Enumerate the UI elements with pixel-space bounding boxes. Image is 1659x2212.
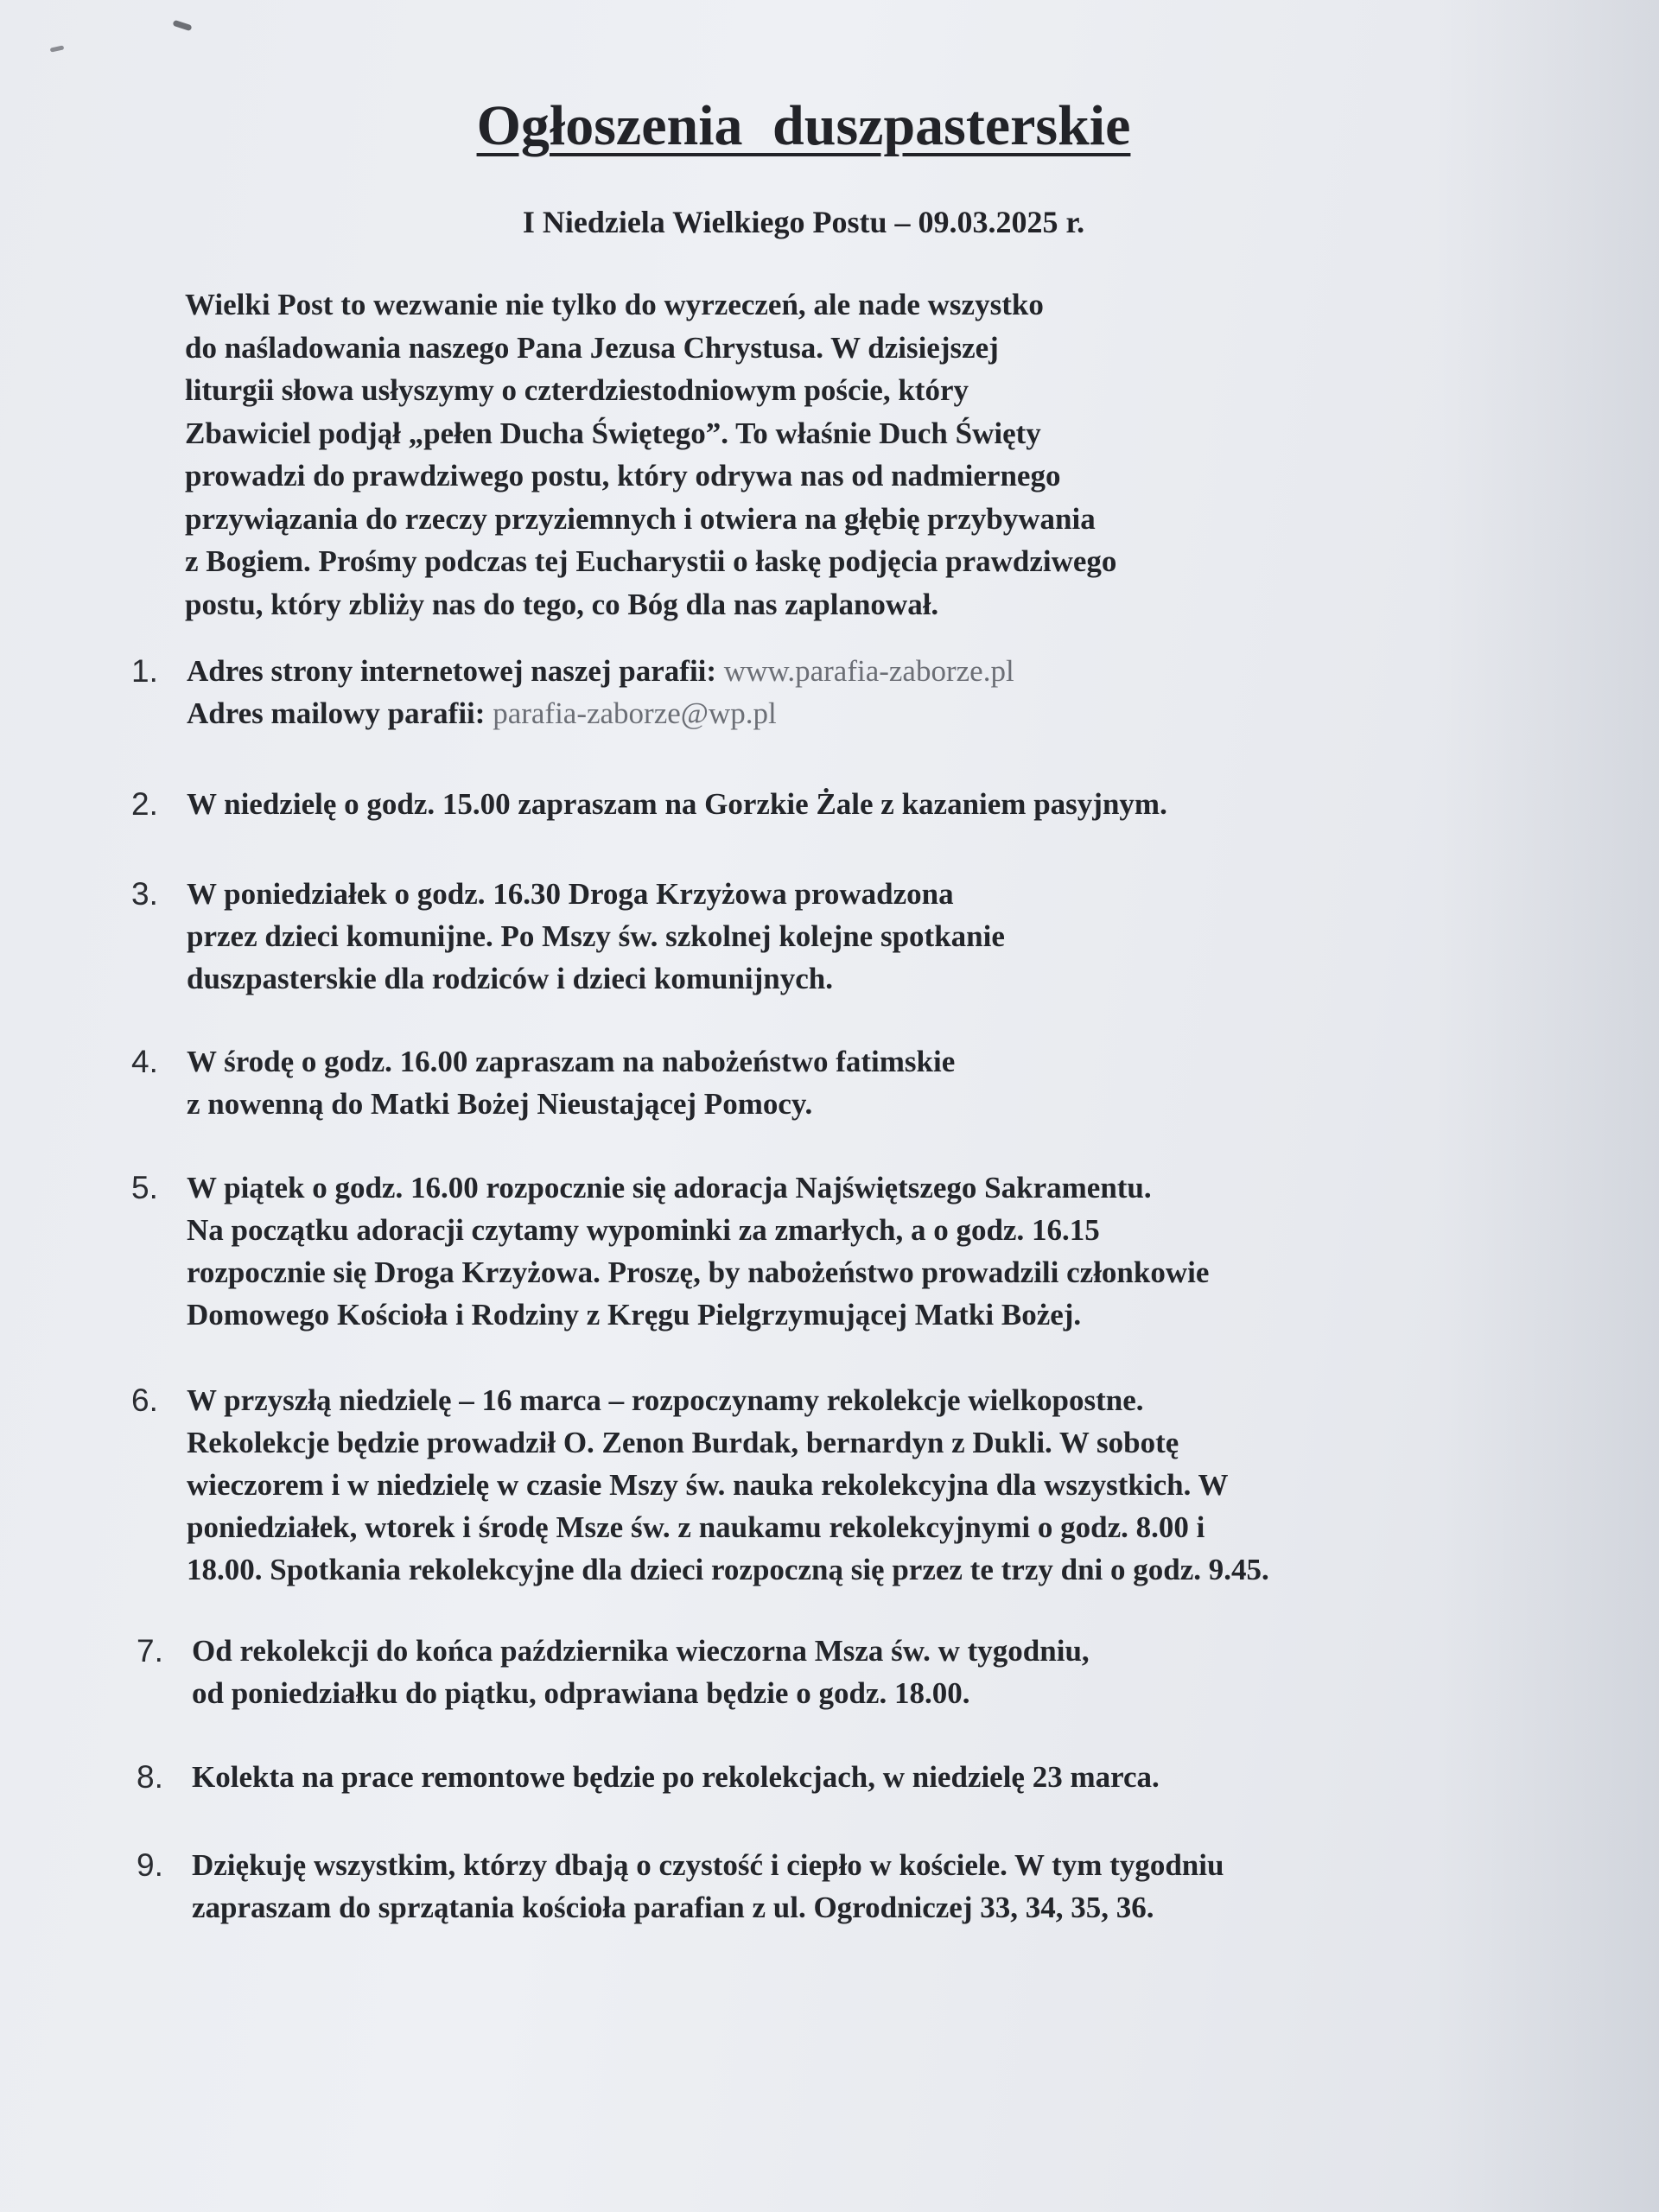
item-text [187,873,1005,1000]
item-line: Od rekolekcji do końca października wieczorna Msza św. w tygodniu, [192,1634,1090,1668]
item-number: 6. [131,1382,158,1418]
website-line [187,650,1014,692]
item-line: rozpocznie się Droga Krzyżowa. Proszę, by nabożeństwo prowadzili członkowie [187,1255,1210,1289]
email-line [187,692,1014,734]
intro-line: liturgii słowa usłyszymy o czterdziestodniowym poście, który [185,373,969,407]
intro-line: przywiązania do rzeczy przyziemnych i otwiera na głębię przybywania [185,501,1096,536]
intro-line: do naśladowania naszego Pana Jezusa Chrystusa. W dzisiejszej [185,330,999,365]
item-line: od poniedziałku do piątku, odprawiana będzie o godz. 18.00. [192,1676,970,1710]
item-line: 18.00. Spotkania rekolekcyjne dla dzieci rozpoczną się przez te trzy dni o godz. 9.45. [187,1553,1269,1586]
paper-speck [172,20,192,31]
item-line: W poniedziałek o godz. 16.30 Droga Krzyżowa prowadzona [187,877,954,911]
item-text [187,1379,1269,1591]
item-text [192,1630,1090,1714]
item-text [187,1040,955,1125]
item-line: duszpasterskie dla rodziców i dzieci komunijnych. [187,962,834,995]
paper-speck [50,45,65,52]
intro-line: Wielki Post to wezwanie nie tylko do wyrzeczeń, ale nade wszystko [185,288,1044,321]
item-line: Domowego Kościoła i Rodziny z Kręgu Pielgrzymującej Matki Bożej. [187,1298,1082,1332]
page-shadow [1434,0,1659,2212]
email-label: Adres mailowy parafii: [187,696,493,730]
item-text [187,783,1167,825]
item-number: 1. [131,653,158,689]
item-line: Rekolekcje będzie prowadził O. Zenon Burdak, bernardyn z Dukli. W sobotę [187,1426,1179,1459]
intro-line: z Bogiem. Prośmy podczas tej Eucharystii o łaskę podjęcia prawdziwego [185,544,1117,578]
item-line: zapraszam do sprzątania kościoła parafian z ul. Ogrodniczej 33, 34, 35, 36. [192,1891,1154,1924]
item-number: 2. [131,786,158,822]
item-line: W niedzielę o godz. 15.00 zapraszam na Gorzkie Żale z kazaniem pasyjnym. [187,787,1167,821]
item-line: Na początku adoracji czytamy wypominki za zmarłych, a o godz. 16.15 [187,1213,1100,1247]
item-text [192,1844,1224,1929]
item-line: poniedziałek, wtorek i środę Msze św. z naukamu rekolekcyjnymi o godz. 8.00 i [187,1510,1205,1544]
item-number: 9. [137,1847,163,1883]
intro-line: postu, który zbliży nas do tego, co Bóg dla nas zaplanował. [185,587,939,621]
intro-paragraph [185,283,1343,626]
item-number: 3. [131,876,158,912]
item-line: z nowenną do Matki Bożej Nieustającej Pomocy. [187,1087,813,1121]
website-label: Adres strony internetowej naszej parafii: [187,654,724,688]
intro-line: Zbawiciel podjął „pełen Ducha Świętego”. To właśnie Duch Święty [185,416,1041,450]
item-text [192,1756,1160,1798]
item-line: W piątek o godz. 16.00 rozpocznie się adoracja Najświętszego Sakramentu. [187,1171,1152,1205]
email-link[interactable]: parafia-zaborze@wp.pl [493,696,777,730]
item-number: 4. [131,1044,158,1079]
item-line: przez dzieci komunijne. Po Mszy św. szkolnej kolejne spotkanie [187,919,1005,953]
page-subtitle: I Niedziela Wielkiego Postu – 09.03.2025 r. [522,205,1085,239]
item-line: W przyszłą niedzielę – 16 marca – rozpoczynamy rekolekcje wielkopostne. [187,1383,1144,1417]
item-number: 8. [137,1759,163,1795]
item-text [187,650,1014,734]
page-title: Ogłoszenia duszpasterskie [476,94,1131,157]
item-text [187,1166,1209,1336]
intro-line: prowadzi do prawdziwego postu, który odrywa nas od nadmiernego [185,459,1061,493]
item-line: Kolekta na prace remontowe będzie po rekolekcjach, w niedzielę 23 marca. [192,1760,1160,1794]
item-line: W środę o godz. 16.00 zapraszam na nabożeństwo fatimskie [187,1045,956,1078]
item-number: 7. [137,1633,163,1669]
item-number: 5. [131,1170,158,1205]
website-link[interactable]: www.parafia-zaborze.pl [723,654,1014,688]
item-line: Dziękuję wszystkim, którzy dbają o czystość i ciepło w kościele. W tym tygodniu [192,1848,1224,1882]
item-line: wieczorem i w niedzielę w czasie Mszy św. nauka rekolekcyjna dla wszystkich. W [187,1468,1229,1502]
